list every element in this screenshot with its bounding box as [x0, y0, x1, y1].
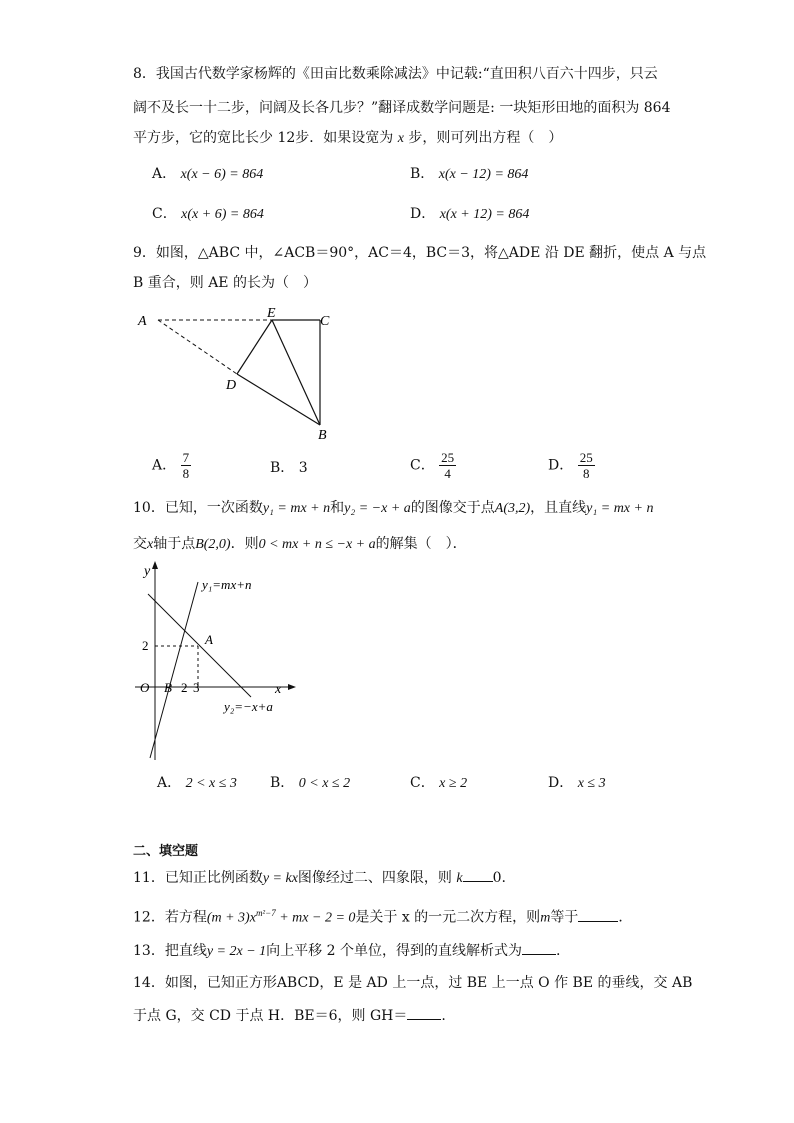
q8-option-b[interactable]: [410, 164, 528, 185]
q14-text-end: .: [441, 1008, 446, 1024]
q13-expr: y = 2x − 1: [206, 944, 267, 959]
q13-text-b: 向上平移 2 个单位，得到的直线解析式为: [266, 943, 522, 959]
fraction: [181, 450, 192, 481]
q10-option-a[interactable]: [157, 773, 237, 794]
y-tick-2: 2: [142, 638, 149, 653]
q8-var: x: [397, 131, 404, 146]
q10-text-a: 10．已知，一次函数: [133, 500, 263, 516]
q12-text: [133, 903, 632, 929]
q9-option-c[interactable]: [410, 450, 456, 481]
q13-text: [133, 940, 560, 962]
numerator: 7: [182, 450, 190, 465]
denominator: 8: [182, 466, 190, 481]
q10-y1-expr-repeat: y₁ = mx + n: [586, 501, 654, 516]
option-expr: x ≤ 3: [577, 776, 606, 791]
x-tick-2: 2: [181, 680, 188, 695]
q14-text-line1: 14．如图，已知正方形ABCD，E 是 AD 上一点，过 BE 上一点 O 作 BE 的垂线，交 AB: [133, 975, 693, 991]
q11-text: [133, 867, 506, 889]
option-label: A．: [152, 457, 177, 474]
option-label: B．: [270, 775, 295, 791]
option-label: D．: [548, 775, 574, 791]
q10-option-c[interactable]: [410, 773, 467, 794]
option-expr: 0 < x ≤ 2: [298, 776, 351, 791]
q12-text-b: 是关于 x 的一元二次方程，则: [355, 909, 541, 926]
q11-answer-blank[interactable]: [463, 867, 493, 882]
q10-text-e: 轴于点: [153, 536, 196, 552]
q11-text-a: 11．已知正比例函数: [133, 870, 263, 886]
q12-text-c: 等于: [550, 909, 579, 926]
q12-answer-blank[interactable]: [578, 907, 618, 922]
option-label: B．: [410, 166, 435, 182]
option-label: A．: [152, 166, 177, 182]
q12-expr-pre: (m + 3)x: [206, 910, 256, 926]
q10-point-a: A(3,2): [494, 501, 531, 516]
q9-option-d[interactable]: [548, 450, 595, 481]
q9-text-line1: 9．如图，△ABC 中，∠ACB＝90°，AC＝4，BC＝3，将△ADE 沿 DE 翻折，使点 A 与点: [133, 245, 707, 261]
q11-expr: y = kx: [262, 871, 298, 886]
q14-text-line2: [133, 1005, 446, 1026]
q8-option-a[interactable]: [152, 164, 263, 185]
denominator: 8: [582, 466, 590, 481]
q10-y2-expr: y₂ = −x + a: [344, 501, 411, 516]
origin-label: O: [140, 680, 150, 695]
label-point-b: B: [318, 428, 327, 443]
segment-db: [237, 374, 320, 425]
q8-text-line3a: 平方步，它的宽比长少 12步．如果设宽为: [133, 130, 398, 146]
q10-text-and: 和: [330, 500, 345, 516]
fraction: [578, 450, 595, 481]
q10-option-b[interactable]: [270, 773, 350, 794]
option-label: B．: [270, 460, 295, 476]
option-label: C．: [410, 457, 435, 474]
q13-text-end: .: [555, 943, 561, 959]
q8-text-line3b: 步，则可列出方程（ ）: [403, 130, 563, 146]
q11-text-c: 0.: [492, 870, 506, 886]
point-b-label: B: [164, 680, 172, 695]
x-axis-arrow-icon: [288, 684, 296, 690]
q10-y1-expr: y₁ = mx + n: [262, 501, 331, 516]
q12-exponent: m²−7: [255, 908, 276, 918]
option-label: C．: [410, 775, 435, 791]
x-axis-label: x: [275, 682, 282, 697]
q10-inequality: 0 < mx + n ≤ −x + a: [258, 537, 376, 552]
option-label: C．: [152, 206, 177, 222]
q12-text-a: 12．若方程: [133, 909, 207, 926]
q10-point-b: B(2,0): [195, 537, 231, 552]
numerator: 25: [441, 450, 455, 465]
numerator: 25: [579, 450, 593, 465]
q8-text-line2: 阔不及长一十二步，问阔及长各几步？”翻译成数学问题是: 一块矩形田地的面积为 864: [133, 100, 671, 116]
denominator: 4: [444, 466, 451, 481]
q10-text-line2: [133, 534, 467, 555]
segment-ad-dashed: [158, 320, 237, 374]
point-a-label: A: [205, 632, 213, 647]
q10-graph: [130, 558, 300, 763]
option-expr: x(x + 12) = 864: [439, 207, 530, 222]
option-expr: x(x − 6) = 864: [180, 167, 264, 182]
q10-text-b: 的图像交于点: [410, 500, 495, 516]
q12-expr-post: + mx − 2 = 0: [275, 910, 356, 926]
q10-text-line1: [133, 498, 653, 519]
q14-text-a: 于点 G，交 CD 于点 H．BE＝6，则 GH＝: [133, 1008, 408, 1024]
q10-x-var: x: [147, 537, 154, 552]
label-point-d: D: [226, 378, 237, 393]
option-label: D．: [410, 206, 436, 222]
q8-option-d[interactable]: [410, 204, 529, 225]
q10-text-d: 交: [133, 536, 147, 552]
q8-text-line1: 8．我国古代数学家杨辉的《田亩比数乘除减法》中记载:“直田积八百六十四步，只云: [133, 66, 658, 82]
fraction: [439, 450, 456, 481]
q10-option-d[interactable]: [548, 773, 606, 794]
q10-text-g: 的解集（ ）．: [375, 536, 467, 552]
segment-eb: [272, 320, 320, 425]
y-axis-label: y: [144, 564, 151, 579]
q8-option-c[interactable]: [152, 204, 264, 225]
q9-option-a[interactable]: [152, 450, 191, 481]
section-title-fill-in: 二、填空题: [133, 844, 199, 859]
q13-answer-blank[interactable]: [522, 940, 556, 955]
label-point-e: E: [267, 306, 276, 321]
label-point-c: C: [320, 314, 330, 329]
q8-text-line3: [133, 128, 562, 149]
q13-text-a: 13．把直线: [133, 943, 207, 959]
option-expr: x(x + 6) = 864: [181, 207, 264, 222]
y-axis-arrow-icon: [152, 561, 158, 569]
q12-m-var: m: [540, 910, 551, 926]
option-expr: x ≥ 2: [439, 776, 468, 791]
label-point-a: A: [138, 314, 147, 329]
q9-triangle-figure: [130, 300, 350, 445]
line-y1-label: y₁=mx+n: [202, 577, 252, 592]
option-label: D．: [548, 457, 574, 474]
q11-k-var: k: [456, 871, 463, 886]
option-value: 3: [298, 460, 308, 476]
q9-option-b[interactable]: [270, 458, 308, 478]
x-tick-3: 3: [193, 680, 200, 695]
option-expr: 2 < x ≤ 3: [185, 776, 237, 791]
option-expr: x(x − 12) = 864: [438, 167, 529, 182]
q12-text-end: ．: [618, 909, 633, 926]
q11-text-b: 图像经过二、四象限，则: [297, 870, 457, 886]
q9-text-line2: B 重合，则 AE 的长为（ ）: [133, 275, 317, 291]
q14-answer-blank[interactable]: [407, 1005, 441, 1020]
segment-ed: [237, 320, 272, 374]
line-y2-label: y₂=−x+a: [224, 699, 273, 714]
q10-text-c: ，且直线: [530, 500, 587, 516]
line-y1: [150, 582, 198, 758]
q10-text-f: ．则: [230, 536, 259, 552]
option-label: A．: [157, 775, 182, 791]
